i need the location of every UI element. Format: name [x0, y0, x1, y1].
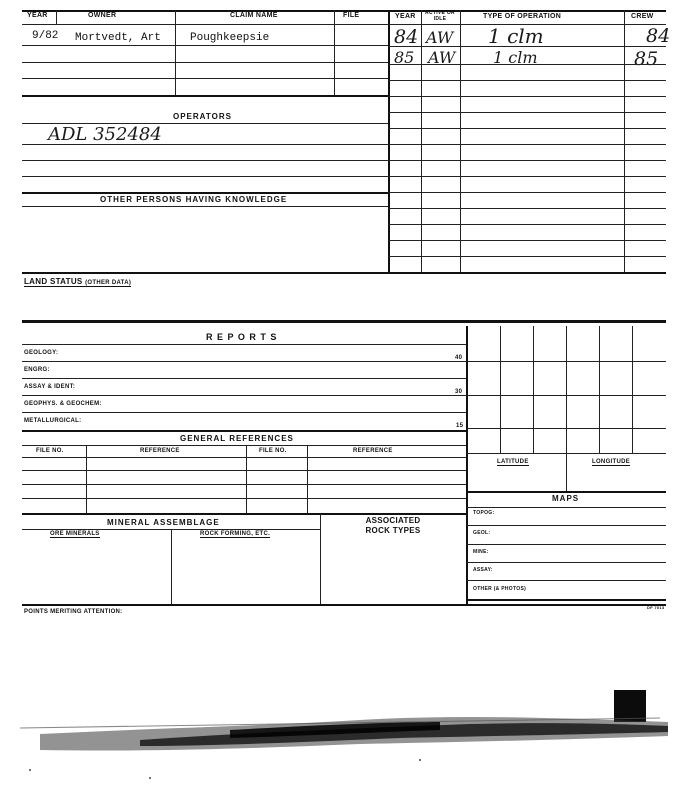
latitude-label: LATITUDE [497, 459, 529, 465]
maps-assay: ASSAY: [473, 567, 493, 573]
points-meriting-attention: POINTS MERITING ATTENTION: [24, 609, 123, 615]
ops-row1-year: 84 [394, 26, 419, 48]
longitude-label: LONGITUDE [592, 459, 631, 465]
land-status-label [24, 277, 131, 287]
ops-row2-year: 85 [394, 48, 415, 67]
ops-col-active: ACTIVE OR IDLE [425, 10, 455, 22]
ref-col-file-no-1: FILE NO. [36, 448, 64, 454]
operators-title: OPERATORS [173, 112, 232, 121]
ref-col-file-no-2: FILE NO. [259, 448, 287, 454]
form-number: DF 7013 [647, 605, 665, 610]
other-persons-title: OTHER PERSONS HAVING KNOWLEDGE [100, 195, 288, 204]
ref-col-reference-2: REFERENCE [353, 448, 393, 454]
scan-smudge [0, 700, 678, 805]
reports-title: R E P O R T S [206, 332, 278, 342]
maps-other: OTHER (& PHOTOS) [473, 586, 527, 592]
claim-col-owner: OWNER [88, 12, 117, 19]
claim-col-claim-name: CLAIM NAME [230, 12, 278, 19]
report-geology: GEOLOGY: [24, 350, 59, 356]
land-status-title: LAND STATUS [24, 277, 83, 286]
ops-col-year: YEAR [395, 13, 416, 20]
maps-topog: TOPOG: [473, 510, 495, 516]
ops-row1-active: AW [426, 28, 454, 47]
maps-title: MAPS [552, 494, 580, 503]
land-status-note: (OTHER DATA) [85, 280, 132, 286]
report-metallurgical: METALLURGICAL: [24, 418, 82, 424]
claim-row-claim-name: Poughkeepsie [190, 32, 270, 44]
ref-col-reference-1: REFERENCE [140, 448, 180, 454]
ore-minerals-label: ORE MINERALS [50, 531, 100, 537]
general-references-title: GENERAL REFERENCES [180, 434, 294, 443]
claim-col-year: YEAR [27, 12, 48, 19]
report-metallurgical-num: 15 [456, 423, 464, 429]
report-geophys: GEOPHYS. & GEOCHEM: [24, 401, 102, 407]
report-assay: ASSAY & IDENT: [24, 384, 76, 390]
ops-row2-crew: 85 [634, 48, 659, 70]
claim-col-file: FILE [343, 12, 360, 19]
maps-geol: GEOL: [473, 530, 491, 536]
report-assay-num: 30 [455, 389, 463, 395]
ops-col-crew: CREW [631, 13, 654, 20]
ops-row2-type: 1 clm [493, 48, 538, 67]
mineral-assemblage-title: MINERAL ASSEMBLAGE [107, 518, 220, 527]
maps-mine: MINE: [473, 549, 489, 555]
report-geology-num: 40 [455, 355, 463, 361]
associated-rock-types-line1: ASSOCIATED [365, 516, 421, 525]
rock-forming-label: ROCK FORMING, ETC. [200, 531, 271, 537]
claim-row-owner: Mortvedt, Art [75, 32, 161, 44]
report-engrg: ENGRG: [24, 367, 50, 373]
ops-row1-crew: 84 [646, 25, 671, 47]
claim-row-year: 9/82 [32, 30, 59, 42]
ops-col-type: TYPE OF OPERATION [483, 13, 562, 20]
ops-row1-type: 1 clm [488, 24, 544, 48]
associated-rock-types-line2: ROCK TYPES [365, 526, 421, 535]
ops-row2-active: AW [428, 48, 456, 67]
operators-entry: ADL 352484 [48, 124, 162, 145]
